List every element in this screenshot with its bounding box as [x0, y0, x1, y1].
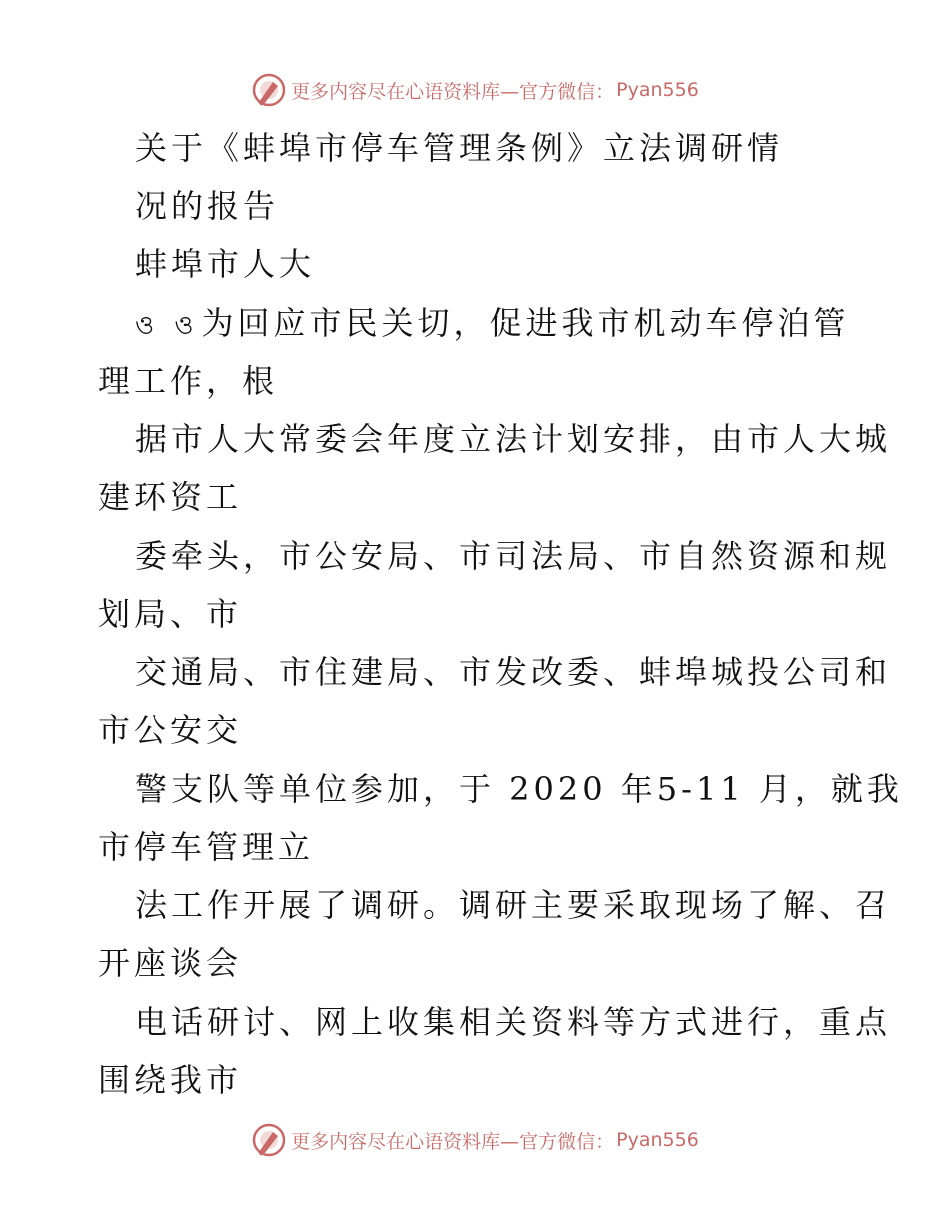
- paragraph-line: 委牵头，市公安局、市司法局、市自然资源和规: [135, 537, 892, 575]
- paragraph-line: 市停车管理立: [98, 828, 315, 866]
- document-author: 蚌埠市人大: [135, 245, 316, 283]
- watermark-text: 更多内容尽在心语资料库—官方微信：: [291, 1130, 615, 1153]
- paragraph-line: 法工作开展了调研。调研主要采取现场了解、召: [135, 886, 892, 924]
- paragraph-line: 理工作，根: [98, 362, 279, 400]
- ornament-icon: ও ও: [135, 311, 200, 341]
- paragraph-line: 据市人大常委会年度立法计划安排，由市人大城: [135, 420, 892, 458]
- paragraph-line: 电话研讨、网上收集相关资料等方式进行，重点: [135, 1003, 892, 1041]
- paragraph-line: 市公安交: [98, 711, 243, 749]
- pen-logo-icon: [251, 1122, 287, 1158]
- watermark-text: 更多内容尽在心语资料库—官方微信：: [291, 80, 615, 103]
- watermark-brand: Pyan556: [616, 1129, 699, 1151]
- pen-logo-icon: [251, 72, 287, 108]
- paragraph-line: 警支队等单位参加，于 2020 年5-11 月，就我: [135, 770, 903, 808]
- paragraph-line: 划局、市: [98, 595, 243, 633]
- document-title-line-2: 况的报告: [135, 187, 280, 225]
- paragraph-line: [135, 303, 850, 346]
- paragraph-text: 为回应市民关切，促进我市机动车停泊管: [201, 304, 850, 342]
- paragraph-line: 开座谈会: [98, 944, 243, 982]
- watermark-footer: [0, 1120, 950, 1160]
- document-title-line-1: 关于《蚌埠市停车管理条例》立法调研情: [135, 129, 784, 167]
- watermark-brand: Pyan556: [616, 79, 699, 101]
- watermark-header: [0, 70, 950, 110]
- paragraph-line: 交通局、市住建局、市发改委、蚌埠城投公司和: [135, 653, 892, 691]
- paragraph-line: 围绕我市: [98, 1061, 243, 1099]
- paragraph-line: 建环资工: [98, 478, 243, 516]
